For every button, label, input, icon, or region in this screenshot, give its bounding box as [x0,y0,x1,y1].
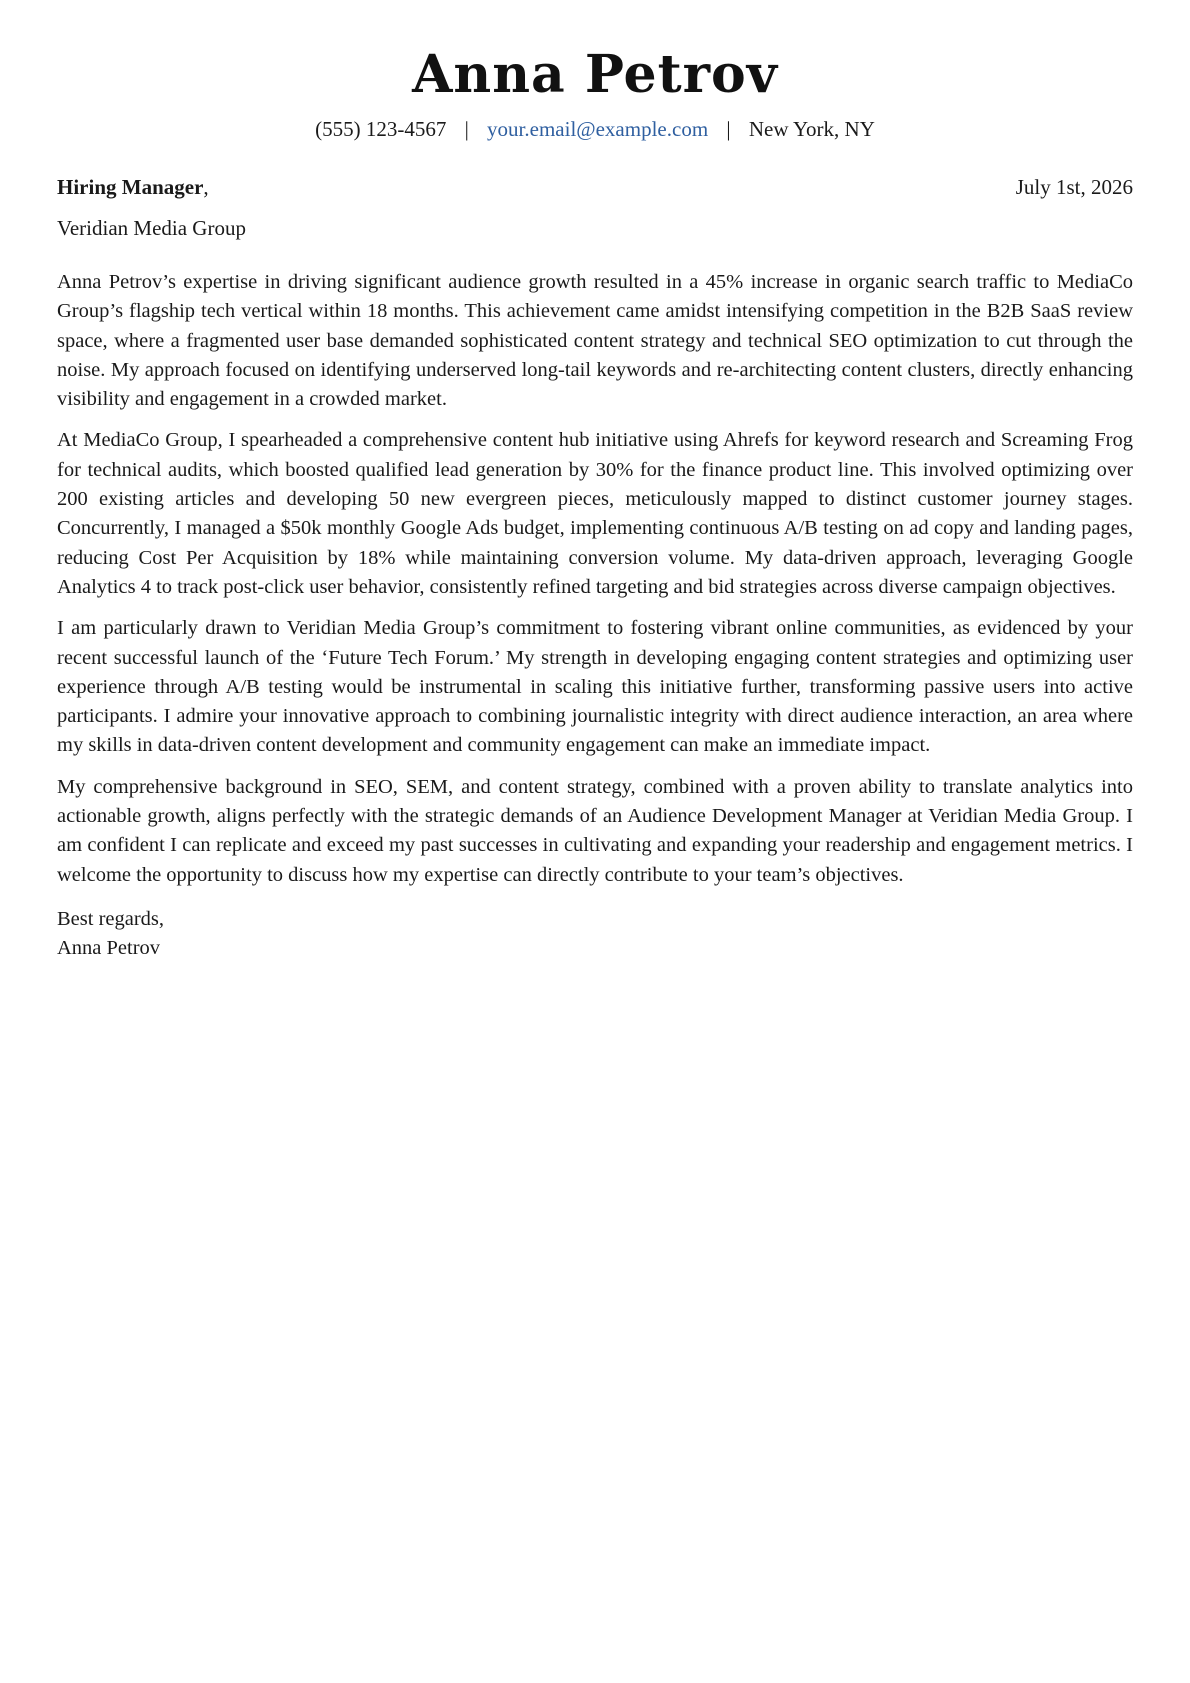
phone-number: (555) 123-4567 [315,117,447,141]
contact-separator: | [464,117,469,141]
email-link[interactable]: your.email@example.com [487,117,709,141]
applicant-name: Anna Petrov [412,44,778,105]
contact-line [57,115,1133,143]
recipient-date-row [57,173,1133,201]
cover-letter-page [57,0,1133,963]
body-paragraph: My comprehensive background in SEO, SEM, and content strategy, combined with a proven ability to translate analytics into actionable growth, aligns perfectly with the strategic demands of an Audience Development Manager at Veridian Media Group. I am confident I can replicate and exceed my past successes in cultivating and expanding your readership and engagement metrics. I welcome the opportunity to discuss how my expertise can directly contribute to your team’s objectives. [57,775,1133,886]
recipient-company: Veridian Media Group [57,216,246,240]
body-paragraph: At MediaCo Group, I spearheaded a comprehensive content hub initiative using Ahrefs for keyword research and Screaming Frog for technical audits, which boosted qualified lead generation by 30% for the finance product line. This involved optimizing over 200 existing articles and developing 50 new evergreen pieces, meticulously mapped to distinct customer journey stages. Concurrently, I managed a $50k monthly Google Ads budget, implementing continuous A/B testing on ad copy and landing pages, reducing Cost Per Acquisition by 18% while maintaining conversion volume. My data-driven approach, leveraging Google Analytics 4 to track post-click user behavior, consistently refined targeting and bid strategies across diverse campaign objectives. [57,429,1133,598]
closing-salutation: Best regards, [57,907,165,930]
body-paragraph: I am particularly drawn to Veridian Media Group’s commitment to fostering vibrant online communities, as evidenced by your recent successful launch of the ‘Future Tech Forum.’ My strength in developing engaging content strategies and optimizing user experience through A/B testing would be instrumental in scaling this initiative further, transforming passive users into active participants. I admire your innovative approach to combining journalistic integrity with direct audience interaction, an area where my skills in data-driven content development and community engagement can make an immediate impact. [57,617,1133,757]
contact-separator: | [726,117,731,141]
recipient-title: Hiring Manager [57,175,204,199]
location: New York, NY [748,117,875,141]
closing-signature: Anna Petrov [57,936,161,959]
body-paragraph: Anna Petrov’s expertise in driving significant audience growth resulted in a 45% increase in organic search traffic to MediaCo Group’s flagship tech vertical within 18 months. This achievement came amidst intensifying competition in the B2B SaaS review space, where a fragmented user base demanded sophisticated content strategy and technical SEO optimization to cut through the noise. My approach focused on identifying underserved long-tail keywords and re-architecting content clusters, directly enhancing visibility and engagement in a crowded market. [57,271,1133,411]
recipient-title-suffix: , [203,175,209,199]
letter-date: July 1st, 2026 [1015,175,1133,199]
recipient-line [57,175,209,199]
closing-block [57,905,1133,963]
